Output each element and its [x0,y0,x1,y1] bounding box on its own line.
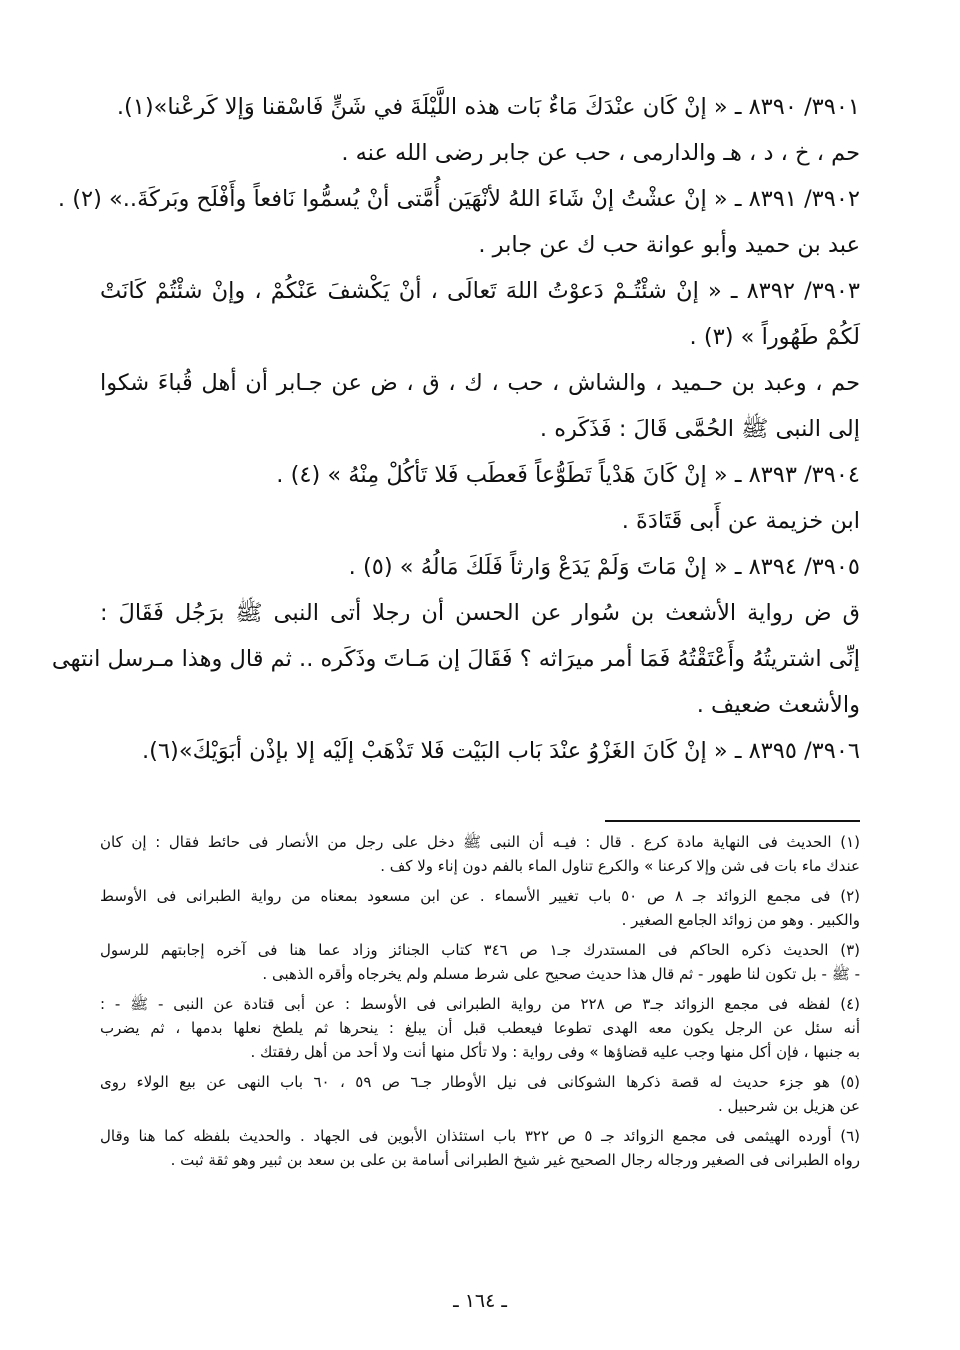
hadith-3901-source: حم ، خ ، د ، هـ والدارمى ، حب عن جابر رضى الله عنه . [341,140,860,166]
hadith-3903-source-cont: إلى النبى ﷺ الحُمَّى قَالَ : فَذَكَره . [539,416,860,442]
hadith-3901: ٣٩٠١/ ٨٣٩٠ ـ « إنْ كَان عنْدَكَ مَاءٌ بَات هذه اللَّيْلَةَ في شَنٍّ فَاسْقنا وَإلا كَرعْنا»(١). [116,94,860,120]
footnote-4: (٤) لفظه فى مجمع الزوائد جـ٣ ص ٢٢٨ من رواية الطبرانى فى الأوسط : عن أبى قتادة عن النبى - ﷺ - : [100,995,861,1013]
hadith-3905-source: ق ض رواية الأشعث بن سُوار عن الحسن أن رجلا أتى النبى ﷺ برَجُل فَقَالَ : [100,600,860,626]
footnote-3-cont: - ﷺ - بل تكون لنا طهور - ثم قال هذا حديث صحيح على شرط مسلم ولم يخرجاه وأقره الذهبى . [262,965,860,983]
footnote-6-cont: رواه الطبرانى فى الصغير ورجاله رجال الصحيح غير شيخ الطبرانى أسامة بن على بن سعد بن ثبير وهو ثقة ثبت . [170,1151,860,1169]
footnote-6: (٦) أورده الهيثمى فى مجمع الزوائد جـ ٥ ص ٣٢٢ باب استئذان الأبوين فى الجهاد . والحديث بلفظه كما هنا وقال [100,1127,861,1145]
hadith-text-body [51,84,861,774]
footnote-2-cont: والكبير . وهو من زوائد الجامع الصغير . [621,911,860,929]
footnote-4-cont: أنه سئل عن الرجل يكون معه الهدى تطوعا فيعطب قبل أن يبلغ : ينحرها ثم يلطخ نعلها بدمها ، ثم يضرب [100,1019,860,1037]
hadith-3902: ٣٩٠٢/ ٨٣٩١ ـ « إنْ عشْتُ إنْ شَاءَ اللهُ لأنْهَيَن أُمَّتى أنْ يُسمُّوا نَافعاً وأَفْلَح وبَركَةَ..» (٢) . [57,186,860,212]
footnote-1-cont: عندك ماء بات فى شن وإلا كرعنا » والكرع تناول الماء بالفم دون إناء ولا كف . [380,857,860,875]
footnote-4-end: به جنبها ، فإن أكل منها وجب عليه قضاؤها » وفى رواية : ولا تأكل منها أنت ولا أحد من أهل رفقتك . [250,1043,860,1061]
hadith-3904-source: ابن خزيمة عن أَبى قَتَادَةَ . [621,508,860,534]
hadith-3905: ٣٩٠٥/ ٨٣٩٤ ـ « إنْ مَاتَ وَلَمْ يَدَعْ وَارثاً فَلَكَ مَالُهُ » (٥) . [348,554,860,580]
footnote-divider [605,820,860,822]
footnote-3: (٣) الحديث ذكره الحاكم فى المستدرك جـ١ ص ٣٤٦ كتاب الجنائز وزاد عما هنا فى آخره إجابتهم للرسول [100,941,861,959]
page-number: ـ ١٦٤ ـ [453,1290,507,1312]
hadith-3905-source-cont: إنِّى اشتريتُهُ وأَعْتَقْتُهُ فَمَا أمر ميرَاثه ؟ فَقَالَ إن مَـاتَ وذَكَره .. ثم قال وهذا مـرسل انتهى [51,646,860,672]
footnote-5-cont: عن هزيل بن شرحبيل . [717,1097,860,1115]
footnote-1: (١) الحديث فى النهاية مادة كرع . قال : فيـه أن النبى ﷺ دخل على رجل من الأنصار فى حائط فقال : إن كان [100,833,860,851]
footnote-5: (٥) هو جزء حديث له قصة ذكرها الشوكانى فى نيل الأوطار جـ٦ ص ٥٩ ، ٦٠ باب النهى عن بيع الولاء روى [100,1073,860,1091]
footnote-2: (٢) فى مجمع الزوائد جـ ٨ ص ٥٠ باب تغيير الأسماء . عن ابن مسعود بمعناه من رواية الطبرانى فى الأوسط [100,887,860,905]
hadith-3905-source-end: والأشعث ضعيف . [696,692,860,718]
hadith-3903: ٣٩٠٣/ ٨٣٩٢ ـ « إنْ شئْتُـمْ دَعوْتُ اللهَ تَعالَى ، أنْ يَكْشفَ عَنْكُمْ ، وإنْ شئْتُمْ كَانَتْ [100,278,861,304]
footnotes-section [100,830,860,1172]
hadith-3903-source: حم ، وعبد بن حـميد ، والشاش ، حب ، ك ، ق ، ض عن جـابر أن أهل قُباءَ شكوا [100,370,860,396]
hadith-3902-source: عبد بن حميد وأبو عوانة حب ك عن جابر . [478,232,860,258]
hadith-3906: ٣٩٠٦/ ٨٣٩٥ ـ « إنْ كَانَ الغَزْوُ عنْدَ بَاب البَيْت فَلا تَذْهَبْ إلَيْه إلا بإذْن أبَوَيْكَ»(٦). [142,738,860,764]
hadith-3903-cont: لَكُمْ طَهُوراً » (٣) . [689,324,860,350]
hadith-3904: ٣٩٠٤/ ٨٣٩٣ ـ « إنْ كَانَ هَدْياً تَطَوُّعاً فَعطَب فَلا تَأكُلْ مِنْهُ » (٤) . [276,462,860,488]
